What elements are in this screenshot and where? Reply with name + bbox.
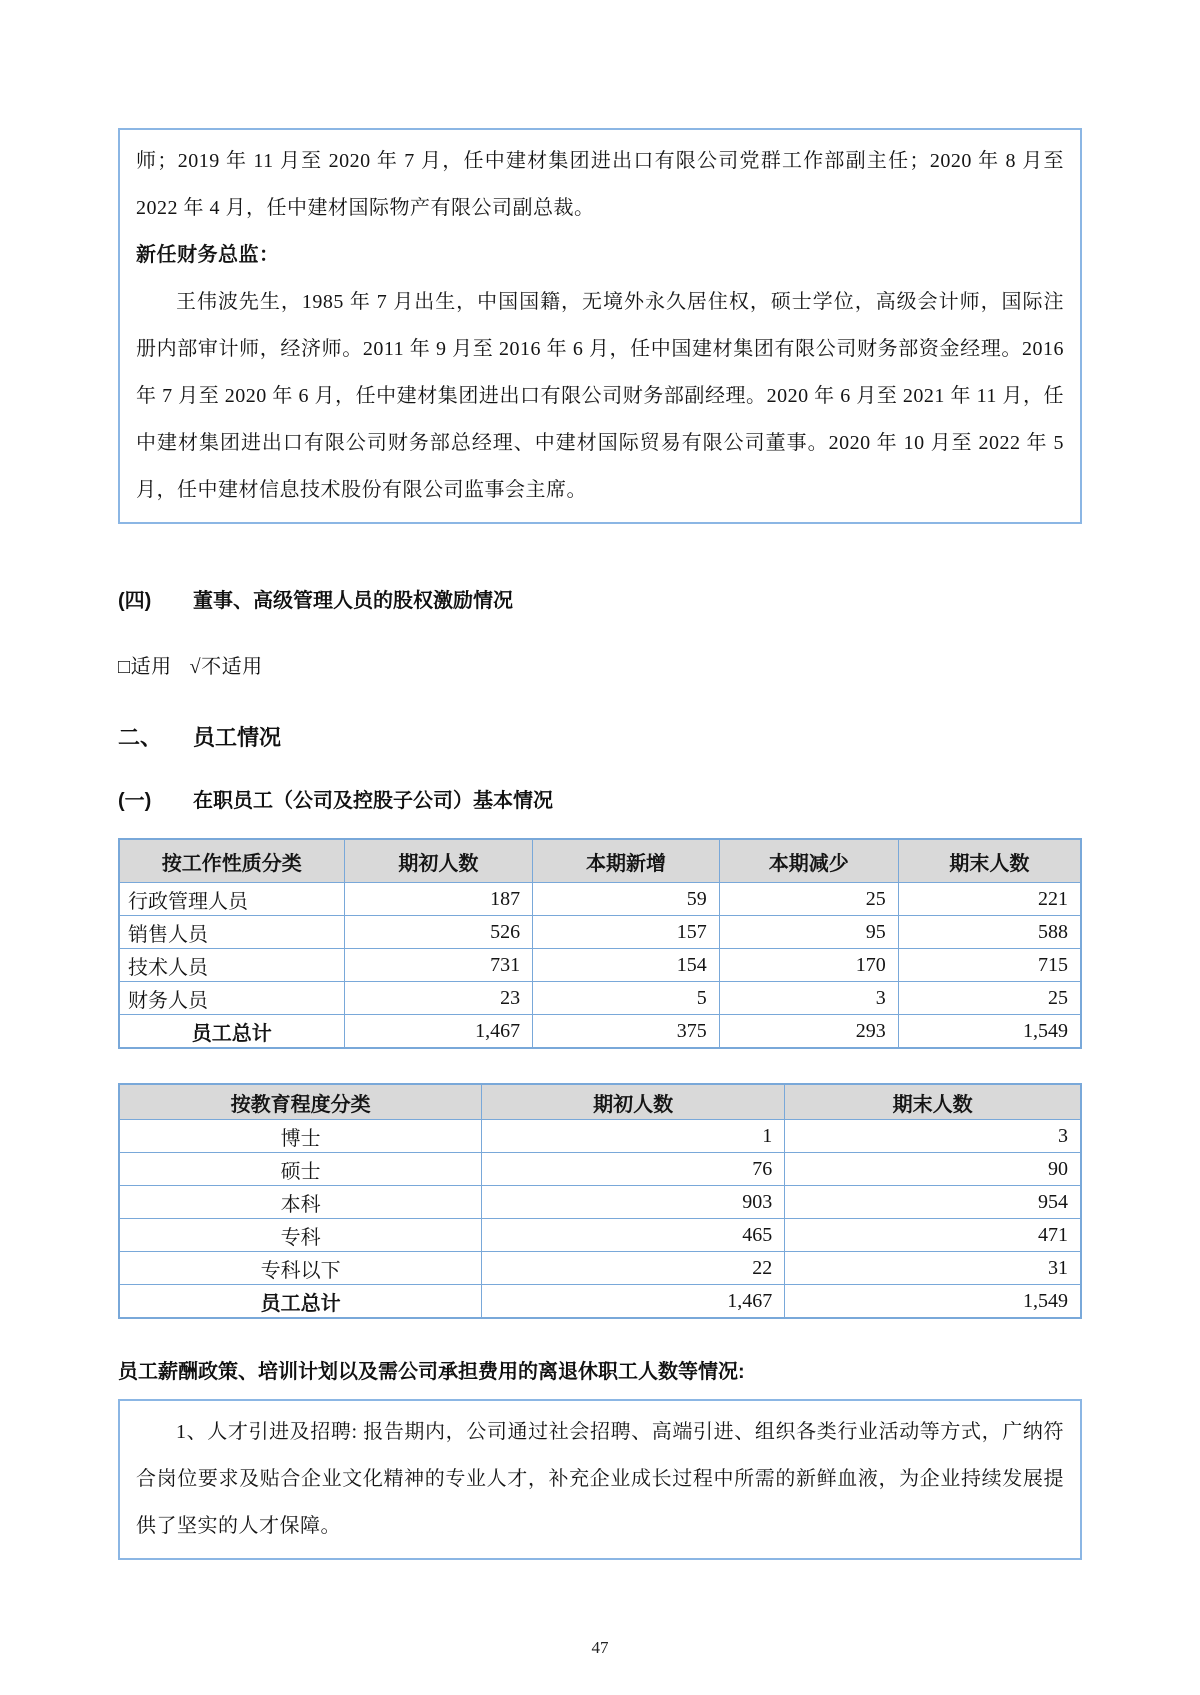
total-value: 293: [719, 1015, 898, 1049]
header-cell: 按教育程度分类: [119, 1084, 482, 1120]
cell-value: 3: [719, 982, 898, 1015]
total-value: 1,467: [344, 1015, 533, 1049]
table-row: [119, 982, 1081, 1015]
section-2-title: 员工情况: [193, 725, 282, 750]
cell-value: 157: [533, 916, 720, 949]
checkbox-applicable: □适用: [118, 656, 172, 678]
table-row: [119, 1186, 1081, 1219]
cell-value: 90: [785, 1153, 1081, 1186]
row-label: 财务人员: [119, 982, 344, 1015]
cell-value: 715: [898, 949, 1081, 982]
cell-value: 95: [719, 916, 898, 949]
table-row: [119, 1252, 1081, 1285]
section-2-number: 二、: [118, 725, 163, 750]
bio-paragraph-continued: 师；2019 年 11 月至 2020 年 7 月，任中建材集团进出口有限公司党群工作部副主任；2020 年 8 月至 2022 年 4 月，任中建材国际物产有限公司副总裁。: [136, 150, 1064, 219]
header-cell: 期初人数: [344, 839, 533, 883]
cell-value: 588: [898, 916, 1081, 949]
cell-value: 465: [482, 1219, 785, 1252]
section-2-heading: [118, 721, 1082, 754]
section-4-title: 董事、高级管理人员的股权激励情况: [193, 590, 513, 612]
cell-value: 471: [785, 1219, 1081, 1252]
table-header-row: [119, 839, 1081, 883]
salary-policy-text-box: [118, 1399, 1082, 1560]
cell-value: 59: [533, 883, 720, 916]
table-row: [119, 949, 1081, 982]
table-row: [119, 1120, 1081, 1153]
cell-value: 76: [482, 1153, 785, 1186]
table-total-row: [119, 1285, 1081, 1319]
cell-value: 154: [533, 949, 720, 982]
cell-value: 954: [785, 1186, 1081, 1219]
cell-value: 25: [719, 883, 898, 916]
row-label: 技术人员: [119, 949, 344, 982]
table-row: [119, 1219, 1081, 1252]
page-content: [0, 128, 1200, 1560]
cell-value: 25: [898, 982, 1081, 1015]
row-label: 博士: [119, 1120, 482, 1153]
header-cell: 期末人数: [898, 839, 1081, 883]
subsection-1-heading: [118, 786, 1082, 816]
section-4-number: (四): [118, 590, 152, 612]
subsection-1-title: 在职员工（公司及控股子公司）基本情况: [193, 790, 553, 812]
row-label: 专科以下: [119, 1252, 482, 1285]
cell-value: 1: [482, 1120, 785, 1153]
row-label: 专科: [119, 1219, 482, 1252]
cell-value: 170: [719, 949, 898, 982]
total-value: 1,467: [482, 1285, 785, 1319]
cell-value: 5: [533, 982, 720, 1015]
cell-value: 526: [344, 916, 533, 949]
employees-by-education-table: [118, 1083, 1082, 1319]
section-4-heading: [118, 586, 1082, 616]
total-value: 1,549: [898, 1015, 1081, 1049]
cell-value: 187: [344, 883, 533, 916]
row-label: 销售人员: [119, 916, 344, 949]
row-label: 硕士: [119, 1153, 482, 1186]
table-row: [119, 1153, 1081, 1186]
cfo-bio-paragraph: 王伟波先生，1985 年 7 月出生，中国国籍，无境外永久居住权，硕士学位，高级会计师，国际注册内部审计师，经济师。2011 年 9 月至 2016 年 6 月，任中国建材集团有限公司财务部资金经理。2016 年 7 月至 2020 年 6 月，任中建材集团进出口有限公司财务部副经理。2020 年 6 月至 2021 年 11 月，任中建材集团进出口有限公司财务部总经理、中建材国际贸易有限公司董事。2020 年 10 月至 2022 年 5 月，任中建材信息技术股份有限公司监事会主席。: [136, 291, 1064, 501]
header-cell: 按工作性质分类: [119, 839, 344, 883]
row-label: 本科: [119, 1186, 482, 1219]
table-total-row: [119, 1015, 1081, 1049]
salary-policy-heading: 员工薪酬政策、培训计划以及需公司承担费用的离退休职工人数等情况:: [118, 1361, 745, 1383]
page-number: 47: [591, 1638, 609, 1657]
cell-value: 31: [785, 1252, 1081, 1285]
header-cell: 本期新增: [533, 839, 720, 883]
cell-value: 23: [344, 982, 533, 1015]
table-row: [119, 916, 1081, 949]
cell-value: 22: [482, 1252, 785, 1285]
bio-text-box: [118, 128, 1082, 524]
table-header-row: [119, 1084, 1081, 1120]
total-value: 1,549: [785, 1285, 1081, 1319]
header-cell: 本期减少: [719, 839, 898, 883]
total-value: 375: [533, 1015, 720, 1049]
cell-value: 903: [482, 1186, 785, 1219]
header-cell: 期初人数: [482, 1084, 785, 1120]
table-row: [119, 883, 1081, 916]
applicability-line: [118, 644, 1082, 691]
cell-value: 3: [785, 1120, 1081, 1153]
employees-by-job-table: [118, 838, 1082, 1049]
checkmark-not-applicable: √不适用: [189, 656, 263, 678]
cell-value: 221: [898, 883, 1081, 916]
new-cfo-subheading: 新任财务总监：: [136, 244, 280, 266]
header-cell: 期末人数: [785, 1084, 1081, 1120]
talent-recruitment-paragraph: 1、人才引进及招聘: 报告期内，公司通过社会招聘、高端引进、组织各类行业活动等方式，广纳符合岗位要求及贴合企业文化精神的专业人才，补充企业成长过程中所需的新鲜血液，为企业持续发展提供了坚实的人才保障。: [136, 1421, 1064, 1537]
subsection-1-number: (一): [118, 790, 152, 812]
total-label: 员工总计: [119, 1015, 344, 1049]
total-label: 员工总计: [119, 1285, 482, 1319]
cell-value: 731: [344, 949, 533, 982]
row-label: 行政管理人员: [119, 883, 344, 916]
